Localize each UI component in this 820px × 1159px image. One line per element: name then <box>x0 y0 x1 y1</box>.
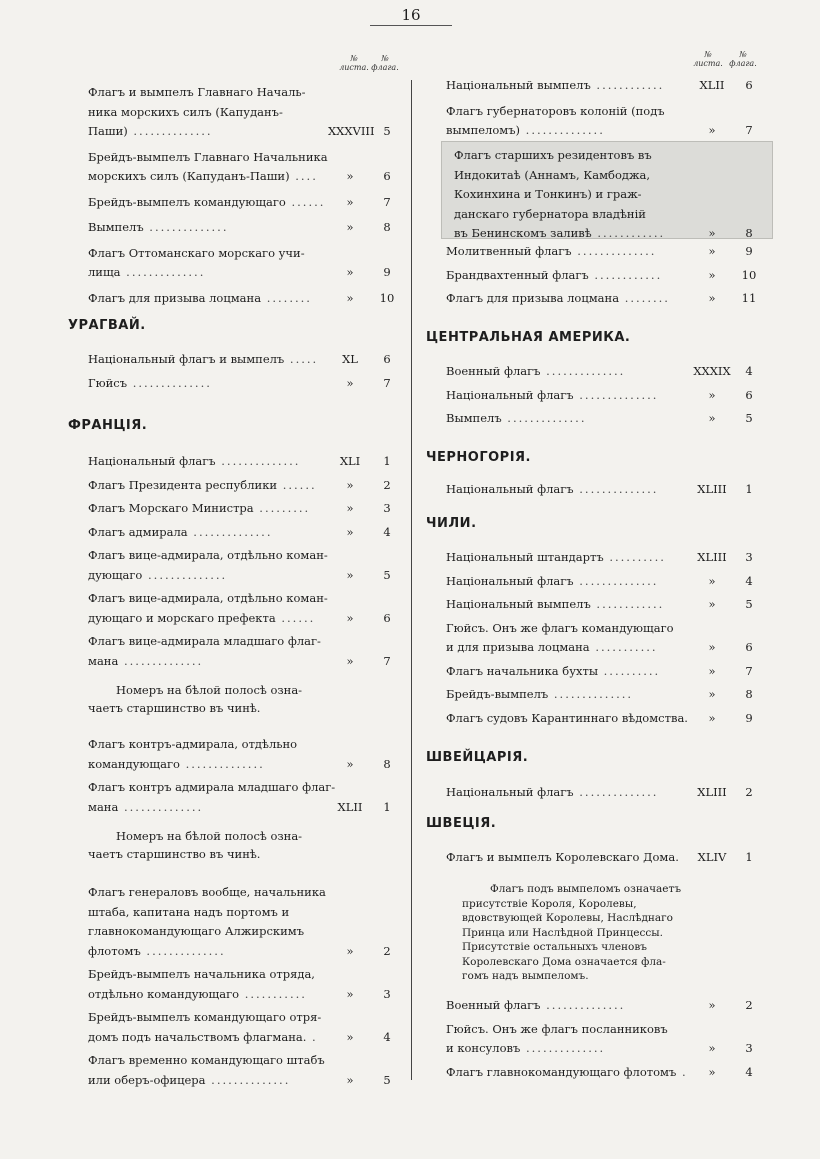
dot-leader: .... <box>289 169 318 183</box>
dot-leader: .............. <box>573 785 659 799</box>
dot-leader: .............. <box>573 573 659 588</box>
index-entry <box>88 589 391 628</box>
index-entry <box>446 1063 756 1083</box>
dot-leader: .......... <box>597 663 661 678</box>
note-line: присутствіе Короля, Королевы, <box>462 897 637 910</box>
note-line: Присутствіе остальныхъ членовъ <box>462 941 647 953</box>
flag-number: 4 <box>383 524 391 539</box>
sheet-number: » <box>708 291 716 305</box>
dot-leader: .............. <box>143 220 229 234</box>
sheet-number: » <box>346 375 354 390</box>
entry-line <box>88 778 388 798</box>
column-divider <box>411 80 412 1080</box>
index-entry <box>88 374 391 394</box>
entry-text: Національный флагъ <box>446 785 574 799</box>
dot-leader: .............. <box>573 387 659 402</box>
index-entry <box>88 350 391 370</box>
index-entry <box>446 783 756 803</box>
index-entry <box>88 476 391 496</box>
index-entry <box>446 619 756 658</box>
sheet-number: » <box>708 998 716 1012</box>
entry-text: Національный флагъ <box>88 454 216 468</box>
entry-text: Брейдъ-вымпелъ командующаго <box>88 194 286 209</box>
index-entry <box>446 362 756 382</box>
entry-text: Военный флагъ <box>446 364 541 378</box>
entry-line <box>88 965 388 985</box>
entry-text: домъ подъ начальствомъ флагмана. <box>88 1029 307 1044</box>
sheet-number: » <box>708 640 716 654</box>
entry-text: морскихъ силъ (Капуданъ-Паши) <box>88 169 290 183</box>
country-heading: ШВЕЙЦАРІЯ. <box>426 750 529 765</box>
sheet-number: XLII <box>337 799 363 814</box>
entry-text: Флагъ контръ-адмирала, отдѣльно <box>88 737 298 751</box>
dot-leader: ...... <box>275 610 316 625</box>
entry-line <box>88 1051 388 1071</box>
entry-text: Вымпелъ <box>88 220 144 234</box>
sheet-number: » <box>708 597 716 611</box>
entry-text: Молитвенный флагъ <box>446 244 572 258</box>
flag-number: 3 <box>383 501 391 515</box>
sheet-number: » <box>708 710 716 725</box>
sheet-number: XLIII <box>697 550 727 564</box>
dot-leader: .............. <box>540 364 626 378</box>
note-line: чаетъ старшинство въ чинѣ. <box>88 701 261 715</box>
flag-number: 7 <box>383 653 391 668</box>
index-entry <box>446 266 756 286</box>
index-entry <box>446 548 756 568</box>
entry-text: Флагъ судовъ Карантиннаго вѣдомства. <box>446 710 688 725</box>
flag-number: 2 <box>745 785 753 799</box>
sheet-number: » <box>346 265 354 279</box>
dot-leader: .......... <box>603 550 666 564</box>
sheet-number: XLIII <box>697 482 727 496</box>
flag-number: 3 <box>745 1041 753 1055</box>
index-entry <box>446 386 756 406</box>
entry-line <box>88 589 388 609</box>
index-entry <box>446 662 756 682</box>
sheet-number: » <box>708 244 716 258</box>
flag-number: 4 <box>745 1064 753 1079</box>
flag-number: 2 <box>383 943 391 958</box>
explanatory-note <box>462 882 752 984</box>
entry-text: Флагъ контръ адмирала младшаго флаг- <box>88 780 336 794</box>
note-line: Флагъ подъ вымпеломъ означаетъ <box>490 883 682 895</box>
col-header-flag-text-right: № флага. <box>729 50 757 68</box>
dot-leader: ......... <box>253 501 311 515</box>
entry-text: Флагъ вице-адмирала, отдѣльно коман- <box>88 548 328 562</box>
flag-number: 6 <box>745 640 753 654</box>
note-line: Номеръ на бѣлой полосѣ озна- <box>116 829 303 843</box>
note-line: Номеръ на бѣлой полосѣ озна- <box>116 683 303 697</box>
entry-line <box>88 922 388 942</box>
dot-leader: .............. <box>140 943 226 958</box>
index-entry <box>446 242 756 262</box>
dot-leader: .............. <box>540 998 626 1012</box>
index-entry <box>88 632 391 671</box>
entry-line <box>88 546 388 566</box>
country-heading: ЦЕНТРАЛЬНАЯ АМЕРИКА. <box>426 330 631 345</box>
dot-leader: ............ <box>590 78 665 92</box>
col-header-flag-right <box>728 50 758 68</box>
sheet-number: » <box>346 653 354 668</box>
entry-text: Флагъ адмирала <box>88 524 188 539</box>
entry-text: Флагъ для призыва лоцмана <box>88 290 262 305</box>
flag-number: 10 <box>741 267 757 282</box>
dot-leader: .............. <box>205 1072 291 1087</box>
entry-text: Брейдъ-вымпелъ начальника отряда, <box>88 967 315 981</box>
dot-leader: ............ <box>591 226 666 240</box>
entry-text: Флагъ вице-адмирала младшаго флаг- <box>88 634 321 648</box>
sheet-number: XXXIX <box>693 364 731 378</box>
flag-number: 7 <box>745 663 753 678</box>
index-entry <box>88 148 391 187</box>
entry-line <box>454 146 764 166</box>
dot-leader: ........ <box>261 290 312 305</box>
page-number: 16 <box>370 6 452 26</box>
entry-line <box>88 735 388 755</box>
flag-number: 4 <box>383 1029 391 1044</box>
entry-text: Паши) <box>88 124 128 138</box>
country-heading: ЧЕРНОГОРІЯ. <box>426 450 531 465</box>
sheet-number: » <box>708 411 716 425</box>
index-entry <box>88 452 391 472</box>
entry-line <box>88 632 388 652</box>
dot-leader: ............ <box>590 597 665 611</box>
index-entry <box>454 146 764 244</box>
entry-text: Кохинхина и Тонкинъ) и граж- <box>454 187 642 201</box>
entry-text: дующаго и морскаго префекта <box>88 610 276 625</box>
sheet-number: XLIII <box>697 785 727 799</box>
entry-text: Гюйсъ. Онъ же флагъ командующаго <box>446 620 674 635</box>
index-entry <box>88 735 391 774</box>
entry-text: Національный флагъ <box>446 573 574 588</box>
dot-leader: ..... <box>284 352 319 366</box>
entry-text: Флагъ временно командующаго штабъ <box>88 1053 325 1067</box>
entry-line <box>454 185 764 205</box>
flag-number: 3 <box>383 986 391 1001</box>
flag-number: 3 <box>745 550 753 564</box>
sheet-number: XXXVIII <box>328 124 375 138</box>
flag-number: 8 <box>383 220 391 234</box>
entry-text: Флагъ губернаторовъ колоній (подъ <box>446 103 665 118</box>
index-entry <box>446 76 756 96</box>
flag-number: 1 <box>745 850 753 864</box>
dot-leader: .............. <box>520 1041 606 1055</box>
index-entry <box>88 218 391 238</box>
entry-line <box>88 883 388 903</box>
index-entry <box>446 848 756 868</box>
sheet-number: » <box>346 194 354 209</box>
entry-line <box>88 1008 388 1028</box>
index-entry <box>446 1020 756 1059</box>
flag-number: 6 <box>745 387 753 402</box>
entry-text: Флагъ вице-адмирала, отдѣльно коман- <box>88 591 328 605</box>
sheet-number: » <box>708 226 716 240</box>
dot-leader: ........ <box>619 291 670 305</box>
index-entry <box>88 83 391 142</box>
entry-text: Вымпелъ <box>446 411 502 425</box>
entry-text: флотомъ <box>88 943 141 958</box>
entry-text: Національный флагъ <box>446 387 574 402</box>
entry-line <box>454 166 764 186</box>
note-line: вдовствующей Королевы, Наслѣднаго <box>462 912 674 924</box>
index-entry <box>88 778 391 817</box>
flag-number: 5 <box>383 124 391 138</box>
dot-leader: .............. <box>127 124 213 138</box>
dot-leader: ...... <box>277 477 317 492</box>
entry-text: данскаго губернатора владѣній <box>454 206 646 221</box>
explanatory-note <box>88 681 388 717</box>
entry-text: Флагъ Оттоманскаго морскаго учи- <box>88 245 305 260</box>
note-line: Принца или Наслѣдной Принцессы. <box>462 926 663 939</box>
country-heading: ЧИЛИ. <box>426 516 477 531</box>
flag-number: 5 <box>745 411 753 425</box>
entry-text: и для призыва лоцмана <box>446 640 590 654</box>
sheet-number: XLII <box>699 78 725 92</box>
flag-number: 9 <box>745 710 753 725</box>
sheet-number: » <box>346 756 354 771</box>
sheet-number: » <box>346 1072 354 1087</box>
dot-leader: .............. <box>548 687 634 701</box>
entry-text: Національный флагъ <box>446 482 574 496</box>
col-header-list <box>336 54 372 72</box>
dot-leader: ...... <box>285 194 326 209</box>
sheet-number: » <box>708 573 716 588</box>
entry-text: въ Бенинскомъ заливѣ <box>454 226 592 240</box>
entry-text: Брейдъ-вымпелъ командующаго отря- <box>88 1010 322 1024</box>
col-header-flag-text: № флага. <box>371 54 399 72</box>
flag-number: 8 <box>745 687 753 701</box>
entry-text: или оберъ-офицера <box>88 1072 206 1087</box>
flag-number: 4 <box>745 364 753 378</box>
index-entry <box>446 572 756 592</box>
sheet-number: » <box>346 1029 354 1044</box>
dot-leader: .............. <box>215 454 301 468</box>
country-heading: УРАГВАЙ. <box>68 318 146 333</box>
sheet-number: » <box>346 986 354 1001</box>
col-header-flag <box>370 54 400 72</box>
dot-leader: .............. <box>118 799 204 814</box>
sheet-number: XL <box>342 352 358 366</box>
sheet-number: » <box>708 123 716 137</box>
flag-number: 9 <box>383 265 391 279</box>
index-entry <box>446 685 756 705</box>
flag-number: 5 <box>745 597 753 611</box>
flag-number: 7 <box>745 123 753 137</box>
index-entry <box>446 409 756 429</box>
explanatory-note <box>88 827 388 863</box>
entry-text: Военный флагъ <box>446 998 541 1012</box>
dot-leader: .............. <box>127 375 212 390</box>
index-entry <box>446 480 756 500</box>
entry-line <box>88 103 388 123</box>
index-entry <box>446 996 756 1016</box>
entry-line <box>88 244 388 264</box>
sheet-number: » <box>708 1064 716 1079</box>
entry-line <box>88 903 388 923</box>
entry-line <box>446 619 756 639</box>
index-entry <box>88 546 391 585</box>
entry-line <box>88 148 388 168</box>
dot-leader: . <box>676 1064 688 1079</box>
entry-text: Флагъ Президента республики <box>88 477 278 492</box>
entry-line <box>446 1020 756 1040</box>
entry-text: и консуловъ <box>446 1041 521 1055</box>
entry-text: Флагъ для призыва лоцмана <box>446 291 620 305</box>
sheet-number: » <box>346 610 354 625</box>
sheet-number: » <box>346 943 354 958</box>
entry-line <box>454 205 764 225</box>
flag-number: 1 <box>745 482 753 496</box>
entry-text: мана <box>88 653 119 668</box>
flag-number: 7 <box>383 375 391 390</box>
sheet-number: » <box>708 1041 716 1055</box>
note-line: Королевскаго Дома означается фла- <box>462 955 666 968</box>
country-heading: ФРАНЦІЯ. <box>68 418 148 433</box>
dot-leader: ........... <box>239 986 307 1001</box>
entry-text: Національный вымпелъ <box>446 597 591 611</box>
flag-number: 4 <box>745 573 753 588</box>
flag-number: 1 <box>383 454 391 468</box>
flag-number: 6 <box>383 169 391 183</box>
entry-text: главнокомандующаго Алжирскимъ <box>88 924 305 938</box>
sheet-number: » <box>346 220 354 234</box>
col-header-list-text: № листа. <box>339 54 369 72</box>
dot-leader: .............. <box>120 265 206 279</box>
index-entry <box>88 1051 391 1090</box>
entry-text: Флагъ старшихъ резидентовъ въ <box>454 148 652 162</box>
entry-text: Брандвахтенный флагъ <box>446 267 589 282</box>
flag-number: 6 <box>383 610 391 625</box>
index-entry <box>88 499 391 519</box>
entry-text: дующаго <box>88 567 143 582</box>
entry-text: Національный штандартъ <box>446 550 604 564</box>
sheet-number: » <box>346 290 354 305</box>
index-entry <box>88 289 395 309</box>
flag-number: 9 <box>745 244 753 258</box>
flag-number: 1 <box>383 799 391 814</box>
entry-text: Гюйсъ. Онъ же флагъ посланниковъ <box>446 1021 668 1036</box>
sheet-number: » <box>708 387 716 402</box>
entry-text: Національный флагъ и вымпелъ <box>88 352 285 366</box>
col-header-list-right <box>690 50 726 68</box>
dot-leader: ............ <box>588 267 663 282</box>
entry-text: Флагъ и вымпелъ Королевскаго Дома. <box>446 850 679 864</box>
note-line: чаетъ старшинство въ чинѣ. <box>88 847 261 861</box>
index-entry <box>446 289 756 309</box>
index-entry <box>88 244 391 283</box>
entry-text: мана <box>88 799 119 814</box>
entry-text: Индокитаѣ (Аннамъ, Камбоджа, <box>454 167 651 182</box>
dot-leader: ........... <box>589 640 658 654</box>
sheet-number: » <box>708 267 716 282</box>
entry-text: отдѣльно командующаго <box>88 986 240 1001</box>
entry-text: Гюйсъ <box>88 375 128 390</box>
sheet-number: » <box>346 501 354 515</box>
flag-number: 2 <box>745 998 753 1012</box>
entry-text: Флагъ главнокомандующаго флотомъ <box>446 1064 677 1079</box>
sheet-number: » <box>346 169 354 183</box>
dot-leader: .............. <box>179 756 265 771</box>
flag-number: 6 <box>383 352 391 366</box>
country-heading: ШВЕЦІЯ. <box>426 816 497 831</box>
entry-text: Флагъ начальника бухты <box>446 663 598 678</box>
flag-number: 11 <box>741 291 757 305</box>
dot-leader: .............. <box>187 524 273 539</box>
index-entry <box>446 709 756 729</box>
sheet-number: » <box>346 567 354 582</box>
entry-text: лища <box>88 265 121 279</box>
dot-leader: . <box>306 1029 318 1044</box>
entry-text: Національный вымпелъ <box>446 78 591 92</box>
index-entry <box>88 965 391 1004</box>
dot-leader: .............. <box>142 567 228 582</box>
index-entry <box>88 193 391 213</box>
entry-text: Флагъ генераловъ вообще, начальника <box>88 885 326 899</box>
entry-text: Брейдъ-вымпелъ Главнаго Начальника <box>88 149 328 164</box>
entry-line <box>446 102 756 122</box>
index-entry <box>88 883 391 961</box>
flag-number: 5 <box>383 567 391 582</box>
entry-text: командующаго <box>88 756 180 771</box>
sheet-number: » <box>346 477 354 492</box>
index-entry <box>88 523 391 543</box>
entry-text: вымпеломъ) <box>446 123 521 137</box>
index-entry <box>446 595 756 615</box>
flag-number: 8 <box>745 226 753 240</box>
sheet-number: XLI <box>339 454 361 468</box>
dot-leader: .............. <box>573 482 659 496</box>
dot-leader: .............. <box>520 123 605 137</box>
index-entry <box>88 1008 391 1047</box>
flag-number: 8 <box>383 756 391 771</box>
flag-number: 10 <box>379 290 395 305</box>
sheet-number: XLIV <box>697 850 727 864</box>
entry-line <box>88 83 388 103</box>
entry-text: Флагъ и вымпелъ Главнаго Началь- <box>88 85 306 99</box>
flag-number: 2 <box>383 477 391 492</box>
index-entry <box>446 102 756 141</box>
sheet-number: » <box>708 687 716 701</box>
flag-number: 5 <box>383 1072 391 1087</box>
flag-number: 6 <box>745 78 753 92</box>
dot-leader: .............. <box>571 244 657 258</box>
sheet-number: » <box>346 524 354 539</box>
entry-text: Флагъ Морскаго Министра <box>88 501 254 515</box>
dot-leader: .............. <box>501 411 587 425</box>
entry-text: Брейдъ-вымпелъ <box>446 687 549 701</box>
note-line: гомъ надъ вымпеломъ. <box>462 970 589 982</box>
dot-leader: .............. <box>118 653 204 668</box>
flag-number: 7 <box>383 194 391 209</box>
sheet-number: » <box>708 663 716 678</box>
entry-text: ника морскихъ силъ (Капуданъ- <box>88 104 283 119</box>
entry-text: штаба, капитана надъ портомъ и <box>88 904 290 919</box>
col-header-list-text-right: № листа. <box>693 50 723 68</box>
